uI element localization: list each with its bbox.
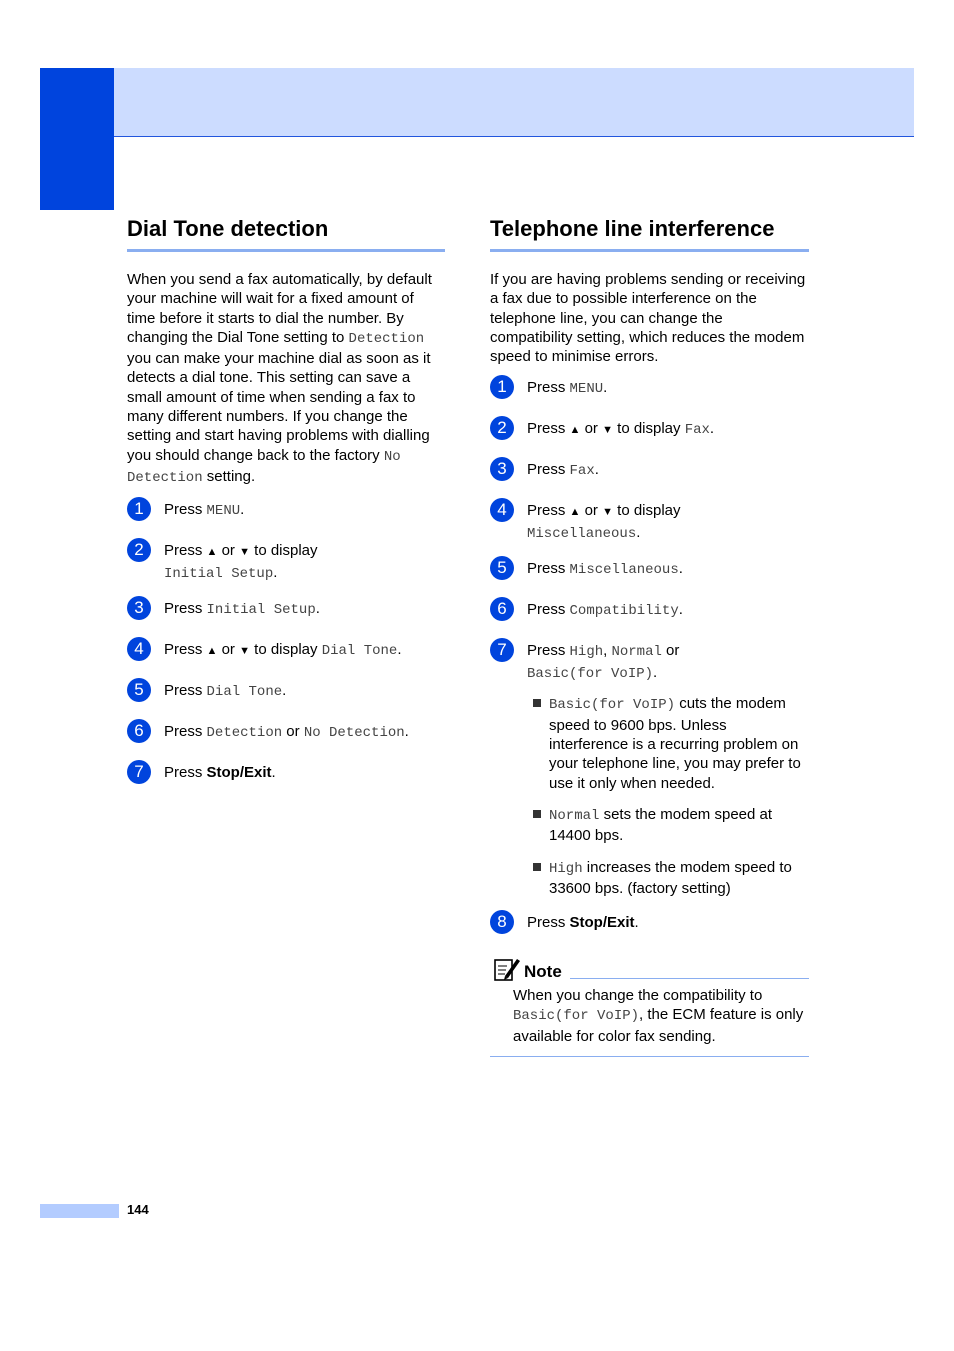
step-text: or	[217, 641, 240, 659]
lcd-text: Fax	[569, 463, 595, 480]
step-text: Press	[164, 641, 207, 659]
bullet-square-icon	[533, 699, 541, 707]
step-text: Press	[164, 764, 207, 782]
step-text: Press	[527, 420, 570, 438]
note-body: , the ECM feature is only available for color fax sending.	[513, 1006, 804, 1045]
step-text: to display	[612, 502, 681, 520]
lcd-text: MENU	[569, 381, 604, 398]
step-text: to display	[249, 542, 318, 560]
bullet-text: increases the modem speed to 33600 bps. (factory setting)	[549, 858, 792, 897]
step-text: .	[603, 379, 608, 397]
lcd-text: Basic(for VoIP)	[549, 697, 676, 714]
note-title: Note	[524, 962, 562, 982]
up-arrow-icon: ▲	[569, 424, 581, 437]
step-text: .	[594, 461, 599, 479]
step-text: .	[653, 663, 658, 681]
bullet-text: sets the modem speed at 14400 bps.	[549, 805, 773, 845]
dial-tone-intro	[127, 270, 445, 488]
step-item	[490, 460, 809, 486]
down-arrow-icon: ▼	[602, 506, 613, 519]
up-arrow-icon: ▲	[206, 645, 218, 658]
step-number-badge: 4	[490, 498, 514, 522]
lcd-text: No Detection	[127, 448, 401, 486]
step-number-badge: 2	[127, 538, 151, 562]
step-item	[127, 681, 445, 707]
step-number-badge: 3	[490, 457, 514, 481]
lcd-text: Initial Setup	[164, 565, 274, 582]
step-number-badge: 6	[490, 597, 514, 621]
step-number-badge: 1	[127, 497, 151, 521]
step-number-badge: 5	[490, 556, 514, 580]
key-name: Stop/Exit	[206, 764, 272, 782]
step-text: .	[315, 600, 320, 618]
lcd-text: No Detection	[303, 725, 405, 742]
step-number-badge: 7	[127, 760, 151, 784]
dial-tone-steps	[127, 500, 445, 789]
lcd-text: Fax	[684, 422, 710, 439]
down-arrow-icon: ▼	[239, 546, 250, 559]
down-arrow-icon: ▼	[602, 424, 613, 437]
footer-band	[40, 1204, 119, 1218]
lcd-text: Miscellaneous	[569, 562, 679, 579]
step-item	[127, 763, 445, 789]
step-number-badge: 7	[490, 638, 514, 662]
step-item	[490, 641, 809, 898]
step-text: or	[282, 723, 304, 741]
step-text: .	[678, 560, 683, 578]
step-number-badge: 6	[127, 719, 151, 743]
lcd-text: MENU	[206, 503, 241, 520]
section-heading-dial-tone: Dial Tone detection	[127, 214, 445, 252]
step-item	[127, 640, 445, 666]
note-pencil-icon	[493, 956, 521, 982]
bullet-text: cuts the modem speed to 9600 bps. Unless interference is a recurring problem on your telephone line, you may prefer to use it only when needed.	[549, 695, 801, 792]
lcd-text: Miscellaneous	[527, 525, 637, 542]
step-text: .	[397, 641, 402, 659]
list-item	[527, 805, 809, 846]
lcd-text: Normal	[549, 807, 600, 824]
step-item	[490, 559, 809, 585]
note-body: When you change the compatibility to	[513, 987, 763, 1005]
step-number-badge: 2	[490, 416, 514, 440]
lcd-text: Dial Tone	[206, 684, 283, 701]
note-header	[490, 954, 809, 982]
step-text: .	[271, 764, 276, 782]
step-text: .	[240, 501, 245, 519]
step-number-badge: 1	[490, 375, 514, 399]
step-text: .	[636, 523, 641, 541]
step-item	[127, 722, 445, 748]
left-column	[127, 214, 445, 804]
interference-intro: If you are having problems sending or receiving a fax due to possible interference on the telephone line, you can change the compatibility setting, which reduces the modem speed to minimise errors.	[490, 271, 806, 366]
lcd-text: High	[569, 644, 604, 661]
step-item	[127, 541, 445, 584]
up-arrow-icon: ▲	[569, 506, 581, 519]
key-name: Stop/Exit	[569, 914, 635, 932]
intro-text: you can make your machine dial as soon as it detects a dial tone. This setting can save a small amount of time when sending a fax to many different numbers. If you change the setting and start having problems with dialling you should change back to the factory	[127, 350, 431, 464]
step-text: Press	[527, 461, 570, 479]
step-item	[490, 419, 809, 445]
step-item	[490, 501, 809, 544]
lcd-text: Basic(for VoIP)	[513, 1008, 640, 1025]
intro-text: setting.	[202, 467, 256, 485]
step-text: .	[273, 563, 278, 581]
lcd-text: Compatibility	[569, 603, 679, 620]
bullet-square-icon	[533, 810, 541, 818]
interference-steps	[490, 378, 809, 939]
note-box	[490, 954, 809, 1057]
lcd-text: Detection	[206, 725, 283, 742]
step-text: Press	[164, 600, 207, 618]
step-text: .	[634, 914, 639, 932]
up-arrow-icon: ▲	[206, 546, 218, 559]
intro-text: When you send a fax automatically, by default your machine will wait for a fixed amount of time before it starts to dial the number. By changing the Dial Tone setting to	[127, 271, 432, 346]
step-text: ,	[603, 642, 612, 660]
step-text: or	[580, 420, 603, 438]
step-item	[490, 913, 809, 939]
step-number-badge: 3	[127, 596, 151, 620]
lcd-text: Basic(for VoIP)	[527, 665, 654, 682]
step-text: Press	[527, 379, 570, 397]
step-text: .	[678, 601, 683, 619]
step-item	[490, 600, 809, 626]
step-text: Press	[527, 502, 570, 520]
step-text: to display	[249, 641, 322, 659]
lcd-text: Initial Setup	[206, 602, 316, 619]
note-divider	[570, 978, 809, 979]
section-heading-line-interference: Telephone line interference	[490, 214, 809, 252]
step-number-badge: 8	[490, 910, 514, 934]
step-number-badge: 5	[127, 678, 151, 702]
step-number-badge: 4	[127, 637, 151, 661]
step-text: to display	[612, 420, 685, 438]
bullet-square-icon	[533, 863, 541, 871]
step-item	[127, 599, 445, 625]
page-number: 144	[127, 1202, 149, 1217]
step-text: Press	[164, 501, 207, 519]
step-text: Press	[527, 914, 570, 932]
step-text: or	[661, 642, 680, 660]
header-band	[114, 68, 914, 137]
step-item	[490, 378, 809, 404]
step-item	[127, 500, 445, 526]
step-text: Press	[527, 560, 570, 578]
list-item	[527, 858, 809, 899]
chapter-tab	[40, 68, 114, 210]
lcd-text: Dial Tone	[321, 643, 398, 660]
lcd-text: High	[549, 860, 583, 877]
step-text: Press	[164, 723, 207, 741]
step-text: .	[709, 420, 715, 438]
step-text: .	[282, 682, 287, 700]
right-column	[490, 214, 809, 1057]
step-text: Press	[527, 601, 570, 619]
step-text: Press	[164, 542, 207, 560]
step-text: Press	[164, 682, 207, 700]
step-text: or	[217, 542, 240, 560]
compatibility-options	[527, 694, 809, 898]
note-text	[513, 986, 809, 1046]
step-text: .	[404, 723, 409, 741]
lcd-text: Normal	[611, 644, 662, 661]
list-item	[527, 694, 809, 792]
down-arrow-icon: ▼	[239, 645, 250, 658]
step-text: or	[580, 502, 603, 520]
lcd-text: Detection	[348, 330, 425, 347]
step-text: Press	[527, 642, 570, 660]
